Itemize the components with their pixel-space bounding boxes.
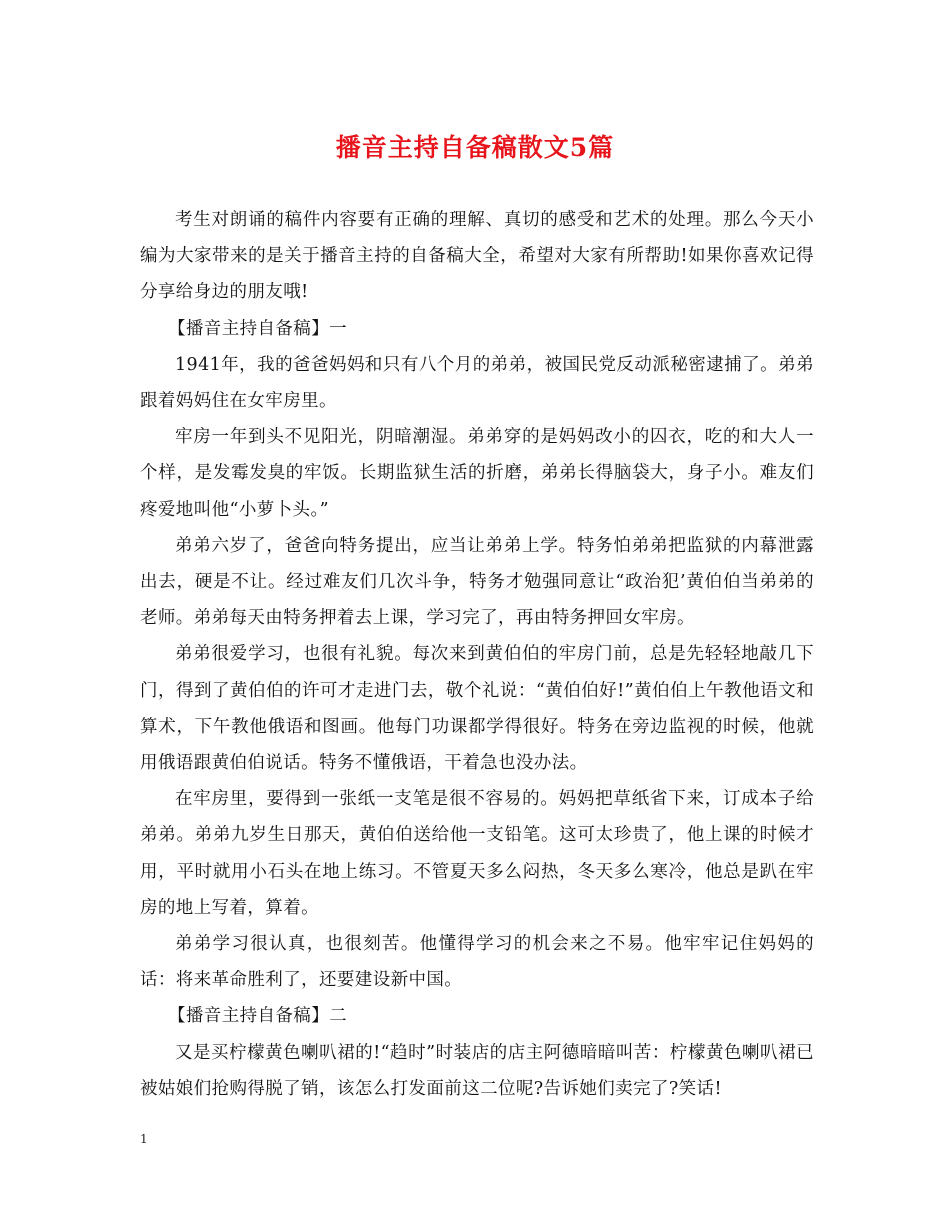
- intro-paragraph: 考生对朗诵的稿件内容要有正确的理解、真切的感受和艺术的处理。那么今天小编为大家带来的是关于播音主持的自备稿大全，希望对大家有所帮助!如果你喜欢记得分享给身边的朋友哦!: [140, 210, 814, 303]
- section-heading-two: 【播音主持自备稿】二: [168, 1006, 347, 1027]
- body-paragraph: 在牢房里，要得到一张纸一支笔是很不容易的。妈妈把草纸省下来，订成本子给弟弟。弟弟九岁生日那天，黄伯伯送给他一支铅笔。这可太珍贵了，他上课的时候才用，平时就用小石头在地上练习。不管夏天多么闷热，冬天多么寒冷，他总是趴在牢房的地上写着，算着。: [140, 789, 814, 918]
- section-heading-one: 【播音主持自备稿】一: [168, 318, 347, 339]
- body-paragraph: 弟弟六岁了，爸爸向特务提出，应当让弟弟上学。特务怕弟弟把监狱的内幕泄露出去，硬是不让。经过难友们几次斗争，特务才勉强同意让“政治犯’黄伯伯当弟弟的老师。弟弟每天由特务押着去上课，学习完了，再由特务押回女牢房。: [140, 535, 814, 629]
- document-title: 播音主持自备稿散文5篇: [335, 133, 615, 162]
- page-number: 1: [140, 1132, 148, 1146]
- body-paragraph: 弟弟很爱学习，也很有礼貌。每次来到黄伯伯的牢房门前，总是先轻轻地敲几下门，得到了黄伯伯的许可才走进门去，敬个礼说：“黄伯伯好!”黄伯伯上午教他语文和算术，下午教他俄语和图画。他每门功课都学得很好。特务在旁边监视的时候，他就用俄语跟黄伯伯说话。特务不懂俄语，干着急也没办法。: [140, 644, 814, 774]
- body-paragraph: 牢房一年到头不见阳光，阴暗潮湿。弟弟穿的是妈妈改小的囚衣，吃的和大人一个样，是发霉发臭的牢饭。长期监狱生活的折磨，弟弟长得脑袋大，身子小。难友们疼爱地叫他“小萝卜头。”: [140, 427, 814, 520]
- body-paragraph: 弟弟学习很认真，也很刻苦。他懂得学习的机会来之不易。他牢牢记住妈妈的话：将来革命胜利了，还要建设新中国。: [140, 934, 814, 991]
- body-paragraph: 又是买柠檬黄色喇叭裙的!“趋时”时装店的店主阿德暗暗叫苦：柠檬黄色喇叭裙已被姑娘们抢购得脱了销，该怎么打发面前这二位呢?告诉她们卖完了?笑话!: [140, 1042, 814, 1099]
- body-paragraph: 1941年，我的爸爸妈妈和只有八个月的弟弟，被国民党反动派秘密逮捕了。弟弟跟着妈妈住在女牢房里。: [140, 354, 814, 412]
- document-body: [140, 202, 814, 1107]
